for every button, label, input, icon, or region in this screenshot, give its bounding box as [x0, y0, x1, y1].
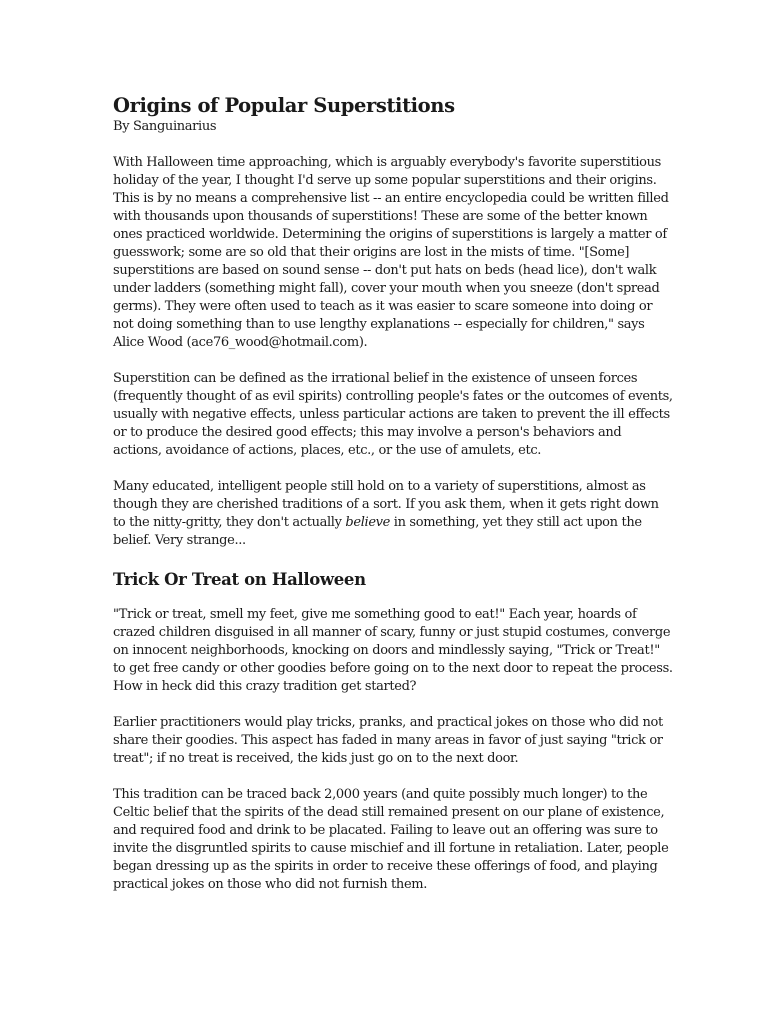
intro-paragraph-2: Superstition can be defined as the irrational belief in the existence of unseen forces (frequently thought of as evil spirits) controlling people's fates or the outcomes of events, usually with negative effects, unless particular actions are taken to prevent the ill effects or to produce the desired good effects; this may involve a person's behaviors and actions, avoidance of actions, places, etc., or the use of amulets, etc.	[113, 371, 673, 458]
article-byline: By Sanguinarius	[113, 119, 217, 134]
intro-paragraph-1: With Halloween time approaching, which is arguably everybody's favorite superstitious holiday of the year, I thought I'd serve up some popular superstitions and their origins. This is by no means a comprehensive list -- an entire encyclopedia could be written filled with thousands upon thousands of superstitions! These are some of the better known ones practiced worldwide. Determining the origins of superstitions is largely a matter of guesswork; some are so old that their origins are lost in the mists of time. "[Some] superstitions are based on sound sense -- don't put hats on beds (head lice), don't walk under ladders (something might fall), cover your mouth when you sneeze (don't spread germs). They were often used to teach as it was easier to scare someone into doing or not doing something than to use lengthy explanations -- especially for children," says Alice Wood (ace76_wood@hotmail.com).	[113, 155, 669, 350]
para3-emphasis: believe	[345, 515, 391, 530]
para3-text-after: in something, yet they still act upon the belief. Very strange...	[113, 515, 642, 548]
section-paragraph-1: "Trick or treat, smell my feet, give me something good to eat!" Each year, hoards of crazed children disguised in all manner of scary, funny or just stupid costumes, converge on innocent neighborhoods, knocking on doors and mindlessly saying, "Trick or Treat!" to get free candy or other goodies before going on to the next door to repeat the process. How in heck did this crazy tradition get started?	[113, 607, 673, 694]
article-title: Origins of Popular Superstitions	[113, 94, 455, 117]
section-paragraph-2: Earlier practitioners would play tricks, pranks, and practical jokes on those who did not share their goodies. This aspect has faded in many areas in favor of just saying "trick or treat"; if no treat is received, the kids just go on to the next door.	[113, 715, 663, 766]
para3-text-before: Many educated, intelligent people still hold on to a variety of superstitions, almost as though they are cherished traditions of a sort. If you ask them, when it gets right down to the nitty-gritty, they don't actually	[113, 479, 659, 530]
intro-paragraph-3	[113, 478, 673, 550]
section-heading: Trick Or Treat on Halloween	[113, 570, 366, 589]
section-paragraph-3: This tradition can be traced back 2,000 years (and quite possibly much longer) to the Celtic belief that the spirits of the dead still remained present on our plane of existence, and required food and drink to be placated. Failing to leave out an offering was sure to invite the disgruntled spirits to cause mischief and ill fortune in retaliation. Later, people began dressing up as the spirits in order to receive these offerings of food, and playing practical jokes on those who did not furnish them.	[113, 787, 669, 892]
